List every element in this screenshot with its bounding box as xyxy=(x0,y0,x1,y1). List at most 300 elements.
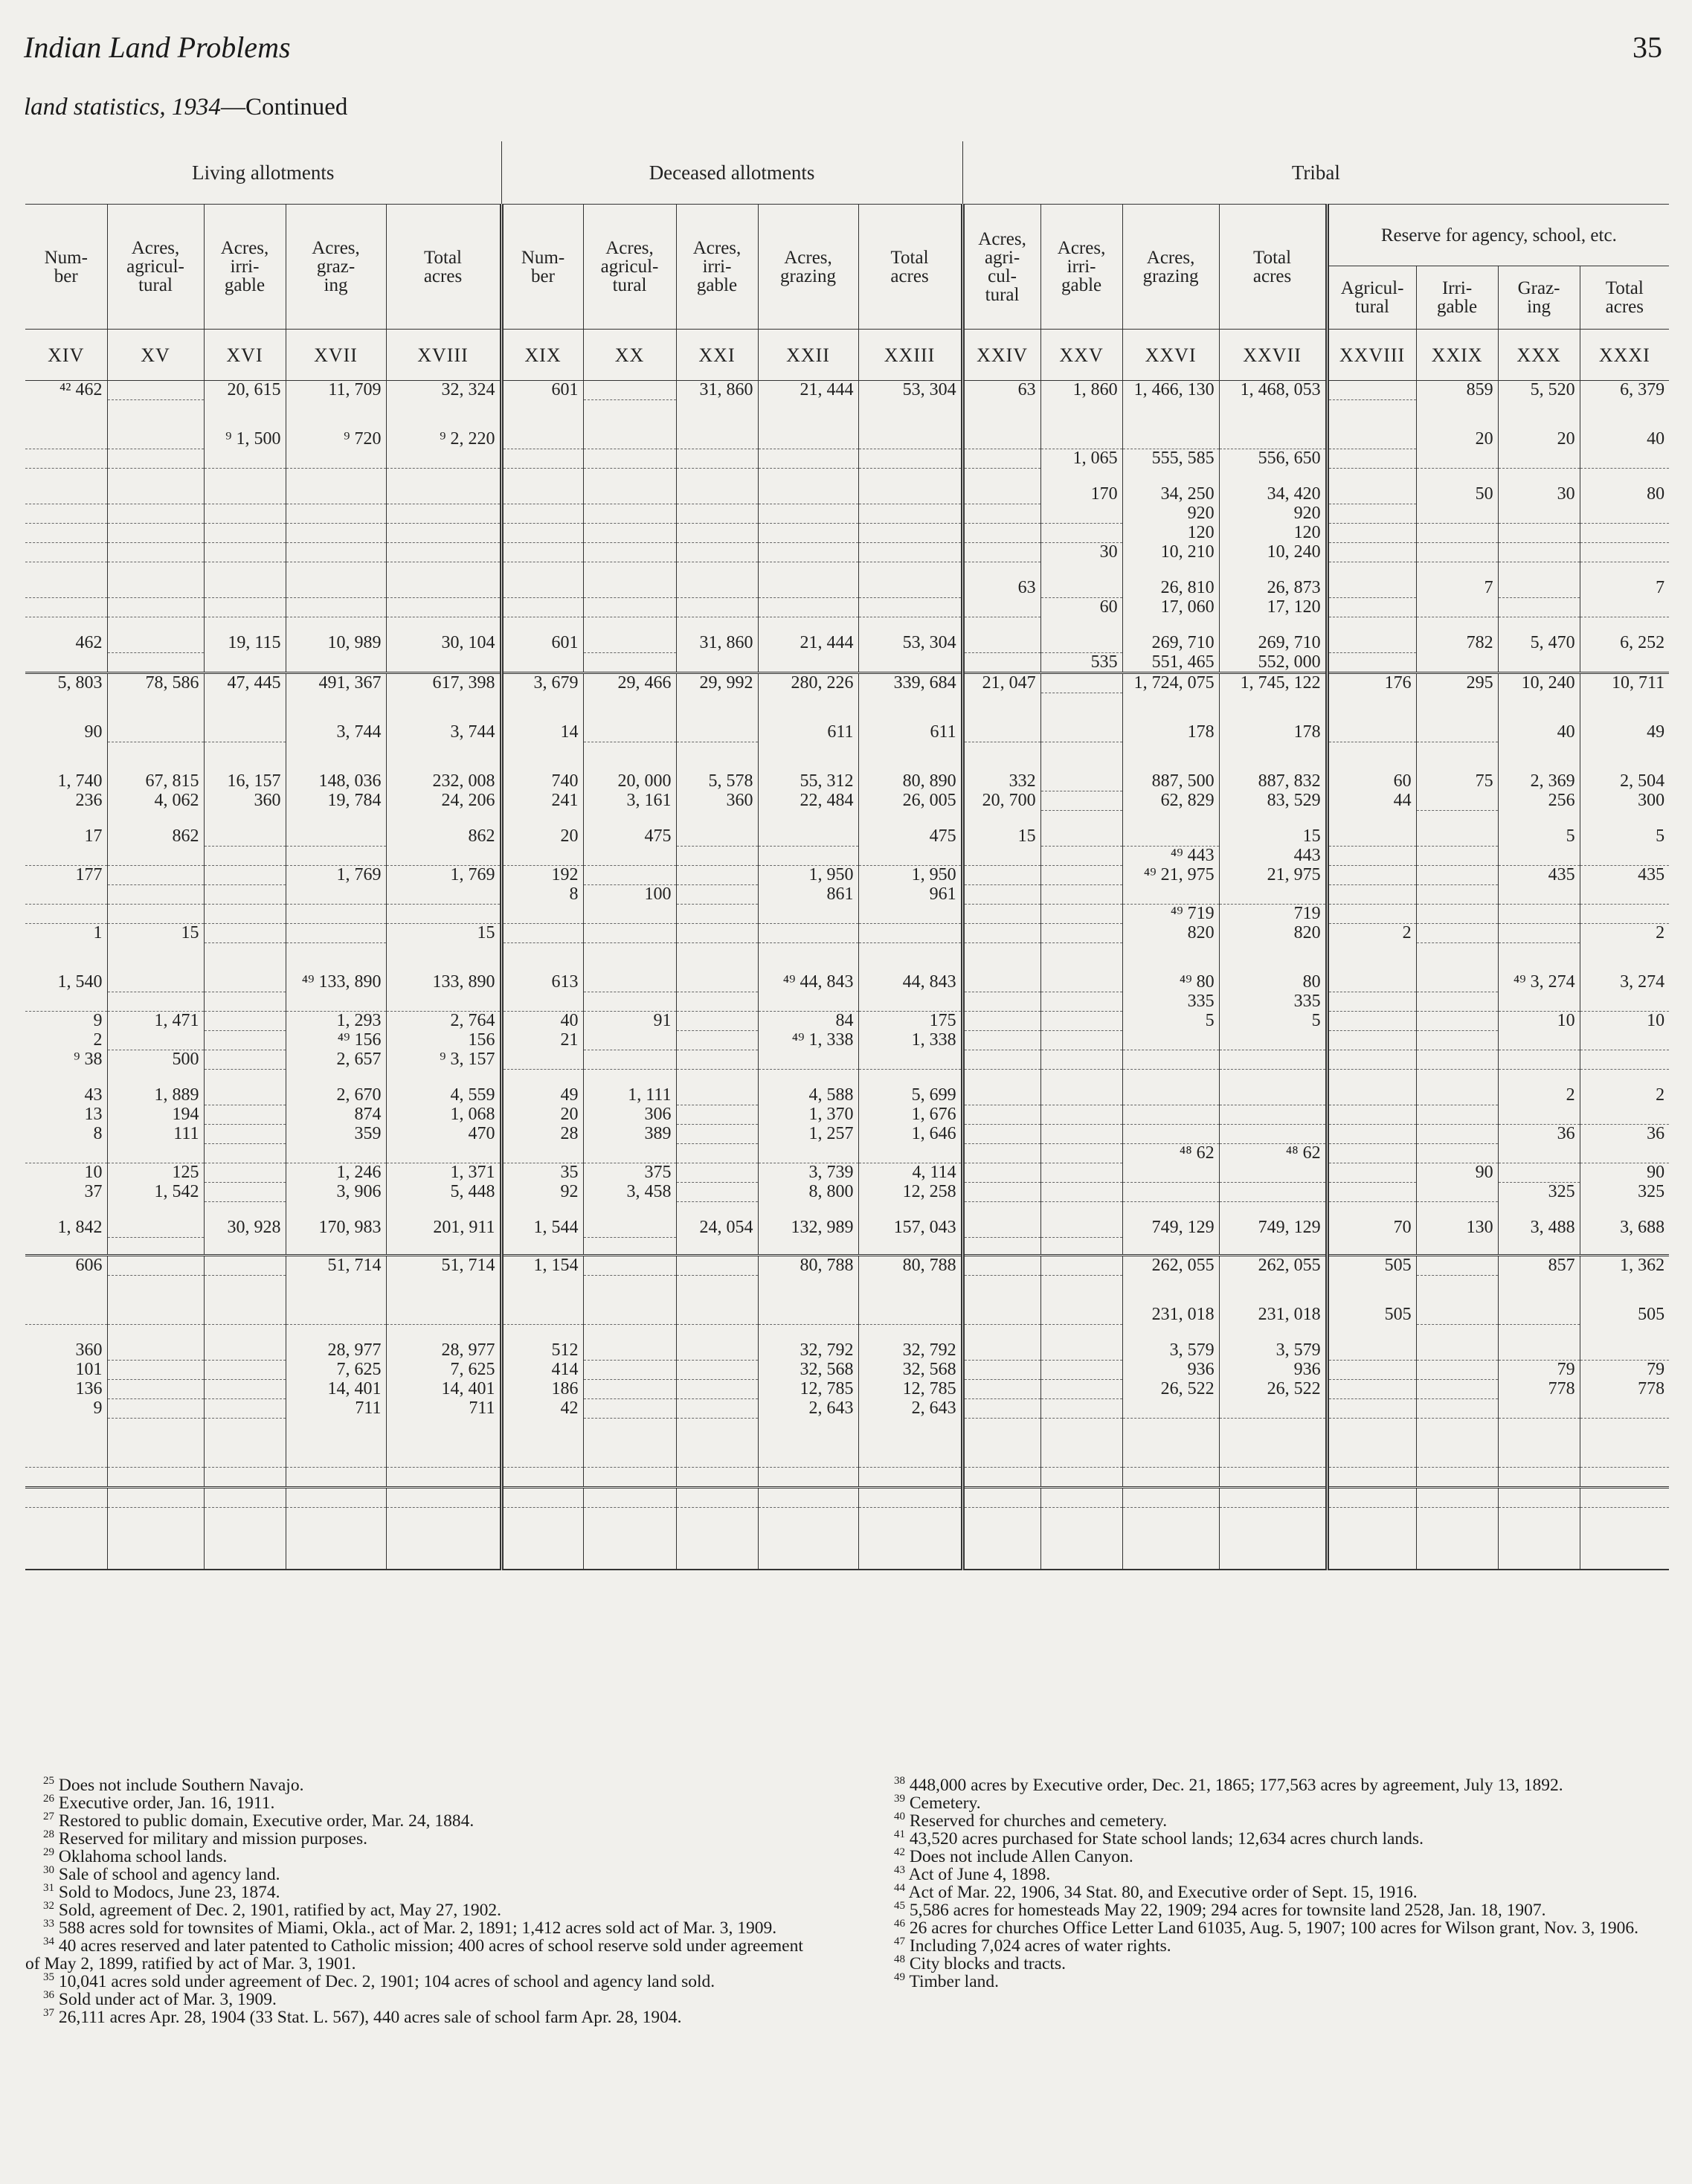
table-cell: 782 xyxy=(1416,634,1498,653)
table-cell: 1, 544 xyxy=(501,1218,583,1238)
table-cell xyxy=(1498,1399,1580,1419)
table-cell xyxy=(583,1488,676,1508)
table-cell xyxy=(1580,504,1669,524)
table-cell xyxy=(25,1238,107,1256)
table-cell: 12, 785 xyxy=(858,1380,962,1399)
table-cell xyxy=(758,469,858,486)
footnote xyxy=(876,1901,1661,1919)
table-row xyxy=(25,1508,1669,1570)
table-cell: 887, 500 xyxy=(1122,772,1219,791)
table-cell xyxy=(286,1202,386,1219)
table-cell xyxy=(1219,885,1327,905)
table-cell: ⁴⁹ 133, 890 xyxy=(286,973,386,992)
table-cell xyxy=(25,543,107,562)
footnote-number: 39 xyxy=(894,1793,905,1805)
table-cell xyxy=(386,562,501,579)
table-cell xyxy=(286,693,386,724)
table-cell: 491, 367 xyxy=(286,673,386,693)
column-number: XXIX xyxy=(1416,330,1498,381)
table-cell xyxy=(501,1202,583,1219)
table-cell xyxy=(25,943,107,974)
table-cell: 91 xyxy=(583,1012,676,1031)
table-cell xyxy=(676,827,758,847)
table-cell xyxy=(1498,1276,1580,1306)
table-cell xyxy=(1327,1012,1416,1031)
table-cell: 3, 744 xyxy=(286,723,386,742)
table-cell: 862 xyxy=(386,827,501,847)
table-cell xyxy=(858,1488,962,1508)
table-cell: 4, 114 xyxy=(858,1163,962,1183)
footnote xyxy=(25,1919,814,1937)
table-cell xyxy=(676,943,758,974)
footnote-text: Reserved for churches and cemetery. xyxy=(909,1811,1168,1831)
table-cell xyxy=(1327,973,1416,992)
footnote-number: 36 xyxy=(43,1989,54,2002)
table-cell: 3, 488 xyxy=(1498,1218,1580,1238)
table-cell xyxy=(204,1305,286,1325)
table-cell xyxy=(25,653,107,673)
table-cell xyxy=(1122,562,1219,579)
table-cell xyxy=(1498,562,1580,579)
table-cell xyxy=(107,1361,204,1380)
table-row xyxy=(25,1380,1669,1399)
table-cell xyxy=(1327,943,1416,974)
table-cell: 14, 401 xyxy=(286,1380,386,1399)
column-number: XXIII xyxy=(858,330,962,381)
footnote-number: 48 xyxy=(894,1953,905,1966)
table-cell xyxy=(1498,449,1580,469)
col-header: Acres, agricul- tural xyxy=(107,205,204,330)
footnote xyxy=(876,1776,1661,1794)
table-cell xyxy=(386,400,501,431)
table-cell xyxy=(25,469,107,486)
table-cell xyxy=(386,992,501,1012)
table-cell xyxy=(858,524,962,543)
table-cell xyxy=(676,485,758,504)
table-cell xyxy=(962,1125,1040,1144)
table-cell xyxy=(1580,1144,1669,1163)
table-cell xyxy=(204,924,286,943)
table-cell xyxy=(1327,653,1416,673)
table-cell xyxy=(1040,634,1122,653)
table-cell: 28, 977 xyxy=(386,1341,501,1361)
table-cell: 360 xyxy=(676,791,758,811)
table-cell xyxy=(1122,943,1219,974)
table-cell xyxy=(858,1238,962,1256)
table-cell xyxy=(107,811,204,828)
table-cell xyxy=(583,469,676,486)
table-cell xyxy=(501,992,583,1012)
table-cell: 79 xyxy=(1498,1361,1580,1380)
table-row xyxy=(25,1419,1669,1449)
table-cell xyxy=(1416,1086,1498,1105)
table-cell: 21, 444 xyxy=(758,634,858,653)
table-cell xyxy=(204,524,286,543)
table-cell: 10 xyxy=(1498,1012,1580,1031)
table-cell xyxy=(1327,1070,1416,1087)
table-cell: 5, 520 xyxy=(1498,381,1580,400)
table-cell xyxy=(1327,1488,1416,1508)
table-cell xyxy=(1498,847,1580,866)
footnote-number: 47 xyxy=(894,1936,905,1948)
table-cell xyxy=(1327,1448,1416,1468)
table-cell: 130 xyxy=(1416,1218,1498,1238)
table-cell xyxy=(676,1256,758,1276)
footnote-number: 32 xyxy=(43,1900,54,1912)
table-row xyxy=(25,992,1669,1012)
table-cell xyxy=(286,1276,386,1306)
table-cell: 16, 157 xyxy=(204,772,286,791)
table-cell xyxy=(676,723,758,742)
table-cell xyxy=(962,924,1040,943)
table-cell: 63 xyxy=(962,579,1040,598)
table-cell: 1, 646 xyxy=(858,1125,962,1144)
table-cell xyxy=(858,485,962,504)
table-cell xyxy=(1498,1144,1580,1163)
table-cell: 36 xyxy=(1647,1124,1665,1143)
table-cell xyxy=(962,504,1040,524)
table-cell xyxy=(107,543,204,562)
table-cell xyxy=(1498,905,1580,924)
table-cell: 10, 711 xyxy=(1580,673,1669,693)
table-row xyxy=(25,449,1669,469)
table-cell xyxy=(676,885,758,905)
table-cell xyxy=(676,504,758,524)
table-cell: 749, 129 xyxy=(1122,1218,1219,1238)
table-cell: 15 xyxy=(386,924,501,943)
table-cell xyxy=(107,1399,204,1419)
table-cell xyxy=(676,1086,758,1105)
table-cell xyxy=(758,449,858,469)
table-cell xyxy=(1219,617,1327,635)
table-cell: 887, 832 xyxy=(1219,772,1327,791)
table-cell: 231, 018 xyxy=(1122,1305,1219,1325)
table-cell xyxy=(204,1012,286,1031)
table-row xyxy=(25,1183,1669,1202)
table-cell: 148, 036 xyxy=(286,772,386,791)
table-cell xyxy=(858,504,962,524)
table-cell: 3, 688 xyxy=(1620,1218,1665,1237)
table-cell xyxy=(962,598,1040,617)
table-cell xyxy=(1040,1105,1122,1125)
table-cell xyxy=(583,811,676,828)
table-cell xyxy=(858,469,962,486)
table-cell: 6, 379 xyxy=(1620,380,1665,399)
table-cell xyxy=(107,1256,204,1276)
table-cell xyxy=(25,485,107,504)
table-cell xyxy=(1122,1468,1219,1488)
table-cell: 375 xyxy=(583,1163,676,1183)
table-cell xyxy=(962,1012,1040,1031)
table-cell xyxy=(1416,1144,1498,1163)
table-cell xyxy=(1498,1419,1580,1449)
footnote-number: 27 xyxy=(43,1811,54,1823)
table-cell xyxy=(1416,1031,1498,1050)
table-row xyxy=(25,772,1669,791)
table-cell xyxy=(1040,973,1122,992)
table-cell xyxy=(676,1419,758,1449)
table-cell: 170, 983 xyxy=(286,1218,386,1238)
table-cell xyxy=(1416,1276,1498,1306)
table-cell xyxy=(676,866,758,885)
table-cell: 256 xyxy=(1498,791,1580,811)
table-cell xyxy=(1122,617,1219,635)
table-cell xyxy=(286,1238,386,1256)
table-cell xyxy=(1219,1031,1327,1050)
table-cell xyxy=(1498,524,1580,543)
table-cell xyxy=(962,1183,1040,1202)
table-cell: 80, 890 xyxy=(858,772,962,791)
table-cell: 12, 258 xyxy=(858,1183,962,1202)
table-cell xyxy=(676,430,758,449)
table-cell: 778 xyxy=(1638,1378,1665,1398)
table-cell xyxy=(1580,543,1669,562)
table-cell: 17, 120 xyxy=(1219,598,1327,617)
table-cell xyxy=(1327,1380,1416,1399)
table-row xyxy=(25,693,1669,724)
table-cell xyxy=(583,1202,676,1219)
table-cell xyxy=(204,1238,286,1256)
table-cell: 43 xyxy=(25,1086,107,1105)
table-cell xyxy=(858,653,962,673)
table-cell: 7, 625 xyxy=(286,1361,386,1380)
table-cell xyxy=(858,1508,962,1570)
table-cell xyxy=(1580,1325,1669,1342)
table-cell: 2 xyxy=(1327,924,1416,943)
table-cell xyxy=(1327,504,1416,524)
table-cell xyxy=(962,943,1040,974)
table-cell: 12, 785 xyxy=(758,1380,858,1399)
table-cell: 28, 977 xyxy=(286,1341,386,1361)
table-cell: 2, 657 xyxy=(286,1050,386,1070)
table-cell xyxy=(1040,885,1122,905)
table-row xyxy=(25,1238,1669,1256)
table-cell xyxy=(386,811,501,828)
table-cell xyxy=(1040,742,1122,773)
table-cell: 42 xyxy=(501,1399,583,1419)
footnote xyxy=(876,1919,1661,1937)
table-row xyxy=(25,905,1669,924)
deceased-allotments-header: Deceased allotments xyxy=(501,141,962,205)
table-cell xyxy=(1122,1105,1219,1125)
table-cell xyxy=(1580,943,1669,974)
table-row xyxy=(25,524,1669,543)
table-cell: 1, 371 xyxy=(386,1163,501,1183)
footnote xyxy=(25,1776,814,1794)
table-cell xyxy=(1327,1086,1416,1105)
table-cell xyxy=(1040,1238,1122,1256)
table-cell xyxy=(758,811,858,828)
table-cell xyxy=(858,992,962,1012)
table-cell xyxy=(1580,1399,1669,1419)
table-cell xyxy=(107,866,204,885)
table-cell xyxy=(501,1305,583,1325)
table-cell xyxy=(25,811,107,828)
table-row xyxy=(25,1448,1669,1468)
table-cell xyxy=(286,1070,386,1087)
table-cell: 1, 769 xyxy=(386,866,501,885)
table-cell xyxy=(107,579,204,598)
table-cell: 92 xyxy=(501,1183,583,1202)
table-cell xyxy=(204,943,286,974)
table-cell xyxy=(501,485,583,504)
table-cell xyxy=(962,1144,1040,1163)
table-cell xyxy=(1122,1031,1219,1050)
table-cell xyxy=(1219,1183,1327,1202)
table-cell xyxy=(1040,1399,1122,1419)
footnote-number: 28 xyxy=(43,1828,54,1841)
table-cell: 820 xyxy=(1122,924,1219,943)
table-cell xyxy=(676,1341,758,1361)
table-cell xyxy=(583,742,676,773)
table-cell xyxy=(204,973,286,992)
table-cell: 3, 274 xyxy=(1620,972,1665,992)
table-cell: 22, 484 xyxy=(758,791,858,811)
table-cell xyxy=(1040,791,1122,811)
table-cell: 20, 700 xyxy=(962,791,1040,811)
table-cell xyxy=(583,1448,676,1468)
footnote xyxy=(25,1794,814,1812)
table-cell: 552, 000 xyxy=(1219,653,1327,673)
table-cell: 5, 578 xyxy=(676,772,758,791)
table-cell: 156 xyxy=(386,1031,501,1050)
table-cell xyxy=(107,1508,204,1570)
table-cell xyxy=(1040,943,1122,974)
footnote xyxy=(876,1955,1661,1973)
table-row xyxy=(25,973,1669,992)
footnote xyxy=(876,1830,1661,1848)
table-cell xyxy=(583,449,676,469)
table-cell: 5 xyxy=(1498,827,1580,847)
table-cell: 31, 860 xyxy=(676,381,758,400)
footnote-text: Act of June 4, 1898. xyxy=(908,1865,1051,1884)
table-cell: 120 xyxy=(1219,524,1327,543)
table-cell xyxy=(758,1070,858,1087)
table-cell: 601 xyxy=(501,381,583,400)
table-cell: 1, 889 xyxy=(107,1086,204,1105)
table-cell xyxy=(286,992,386,1012)
table-cell xyxy=(107,1380,204,1399)
table-cell xyxy=(1327,400,1416,431)
table-cell xyxy=(1040,1070,1122,1087)
table-cell xyxy=(501,1276,583,1306)
table-row xyxy=(25,1031,1669,1050)
table-cell: 17 xyxy=(25,827,107,847)
table-cell xyxy=(1122,811,1219,828)
table-cell xyxy=(501,400,583,431)
table-cell xyxy=(1040,866,1122,885)
table-cell xyxy=(286,1448,386,1468)
table-cell: 920 xyxy=(1122,504,1219,524)
table-cell: 14, 401 xyxy=(386,1380,501,1399)
table-cell: 83, 529 xyxy=(1219,791,1327,811)
table-cell: 435 xyxy=(1638,865,1665,884)
table-cell: 10, 240 xyxy=(1498,673,1580,693)
table-cell xyxy=(204,1380,286,1399)
table-cell xyxy=(758,1325,858,1342)
table-row xyxy=(25,1276,1669,1306)
footnote xyxy=(876,1883,1661,1901)
table-cell: 1, 950 xyxy=(858,866,962,885)
table-cell xyxy=(286,827,386,847)
table-cell: 32, 568 xyxy=(758,1361,858,1380)
table-cell: 236 xyxy=(25,791,107,811)
table-cell xyxy=(286,905,386,924)
table-cell xyxy=(386,1488,501,1508)
table-cell xyxy=(1040,1341,1122,1361)
table-cell xyxy=(286,400,386,431)
table-cell: 60 xyxy=(1327,772,1416,791)
table-cell: 35 xyxy=(501,1163,583,1183)
table-cell xyxy=(583,847,676,866)
table-cell xyxy=(386,617,501,635)
table-cell xyxy=(858,943,962,974)
table-cell xyxy=(25,1070,107,1087)
table-cell xyxy=(1219,1105,1327,1125)
table-cell xyxy=(1219,430,1327,449)
table-cell xyxy=(1498,653,1580,673)
footnote xyxy=(25,1830,814,1848)
table-cell xyxy=(1040,1031,1122,1050)
col-header: Num- ber xyxy=(25,205,107,330)
table-cell xyxy=(583,485,676,504)
table-cell xyxy=(25,598,107,617)
table-cell: 21 xyxy=(501,1031,583,1050)
living-allotments-header: Living allotments xyxy=(25,141,501,205)
table-cell: 262, 055 xyxy=(1122,1256,1219,1276)
table-cell: 24, 206 xyxy=(386,791,501,811)
table-cell xyxy=(962,1468,1040,1488)
table-cell xyxy=(1416,1448,1498,1468)
table-cell xyxy=(107,1070,204,1087)
table-cell xyxy=(758,504,858,524)
col-header: Acres, agricul- tural xyxy=(583,205,676,330)
table-cell xyxy=(758,943,858,974)
table-cell xyxy=(676,617,758,635)
table-row xyxy=(25,1070,1669,1087)
table-cell xyxy=(1498,1325,1580,1342)
table-cell xyxy=(386,579,501,598)
table-cell xyxy=(1327,381,1416,400)
table-cell xyxy=(676,1125,758,1144)
table-cell xyxy=(286,742,386,773)
table-cell: 920 xyxy=(1219,504,1327,524)
table-cell xyxy=(1040,1050,1122,1070)
table-cell: 21, 047 xyxy=(962,673,1040,693)
table-cell xyxy=(1219,1508,1327,1570)
table-cell xyxy=(204,485,286,504)
table-cell xyxy=(501,811,583,828)
table-cell xyxy=(1122,827,1219,847)
table-cell xyxy=(676,469,758,486)
table-cell xyxy=(204,885,286,905)
table-title: land statistics, 1934—Continued xyxy=(24,94,348,121)
table-cell xyxy=(676,847,758,866)
footnote-text: 40 acres reserved and later patented to Catholic mission; 400 acres of school reserve sold under agreement of May 2, 1899, ratified by act of Mar. 3, 1901. xyxy=(25,1936,803,1973)
table-row xyxy=(25,1144,1669,1163)
table-cell: 2, 670 xyxy=(286,1086,386,1105)
table-cell xyxy=(1040,811,1122,828)
table-cell xyxy=(107,1305,204,1325)
table-cell xyxy=(204,827,286,847)
table-cell xyxy=(1327,885,1416,905)
table-cell: 280, 226 xyxy=(758,673,858,693)
table-cell xyxy=(25,617,107,635)
table-row xyxy=(25,1218,1669,1238)
table-cell: 178 xyxy=(1122,723,1219,742)
table-cell xyxy=(1122,1050,1219,1070)
table-cell xyxy=(204,905,286,924)
